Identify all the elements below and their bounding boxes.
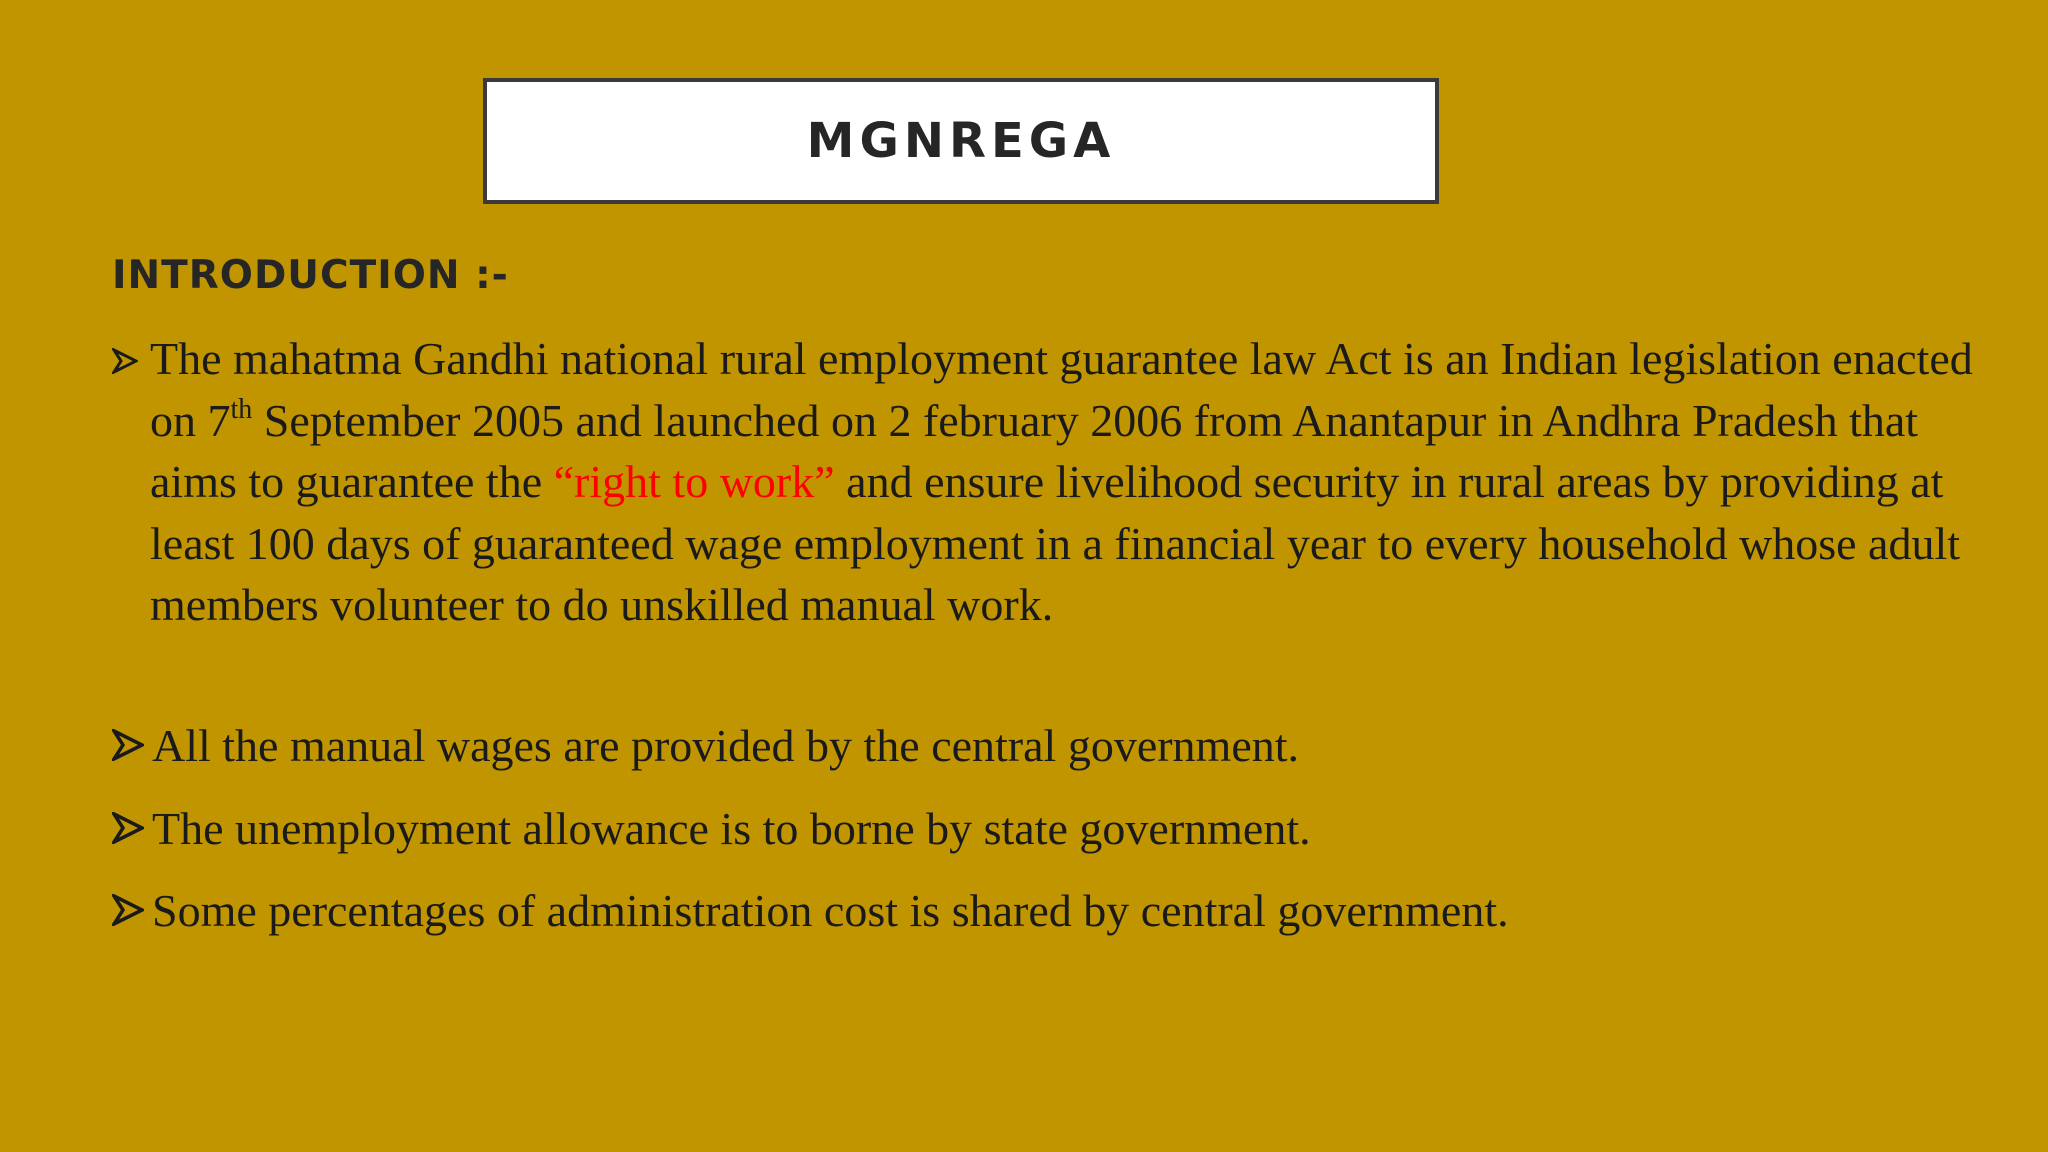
- slide-title: MGNREGA: [806, 113, 1116, 169]
- bullet-item-2: [112, 715, 2012, 777]
- bullet-text-2: All the manual wages are provided by the central government.: [152, 720, 1300, 771]
- arrow-bullet-icon: [112, 348, 150, 374]
- bullet-item-3: [112, 798, 2012, 860]
- arrow-bullet-icon: [112, 894, 152, 926]
- title-box: [483, 78, 1439, 204]
- bullet-1-part-2: September 2005 and launched on 2 february 2006 from Anantapur in Andhra Pradesh that aims to guarantee the: [150, 394, 1919, 507]
- bullet-1-part-1: The mahatma Gandhi national rural employment guarantee law Act is an Indian legislation enacted on 7: [150, 333, 1973, 446]
- introduction-heading: INTRODUCTION :-: [112, 253, 509, 298]
- bullet-text-4: Some percentages of administration cost is shared by central government.: [152, 885, 1509, 936]
- right-to-work-highlight: “right to work”: [553, 456, 835, 507]
- bullet-text-3: The unemployment allowance is to borne by state government.: [152, 803, 1311, 854]
- bullet-1-part-3: and ensure livelihood security in rural areas by providing at least 100 days of guaranteed wage employment in a financial year to every household whose adult members volunteer to do unskilled manual work.: [150, 456, 1961, 630]
- arrow-bullet-icon: [112, 729, 152, 761]
- bullet-item-1: [112, 328, 2012, 636]
- arrow-bullet-icon: [112, 812, 152, 844]
- ordinal-suffix: th: [230, 393, 253, 425]
- bullet-text-1: [150, 328, 2012, 636]
- bullet-item-4: [112, 880, 2012, 942]
